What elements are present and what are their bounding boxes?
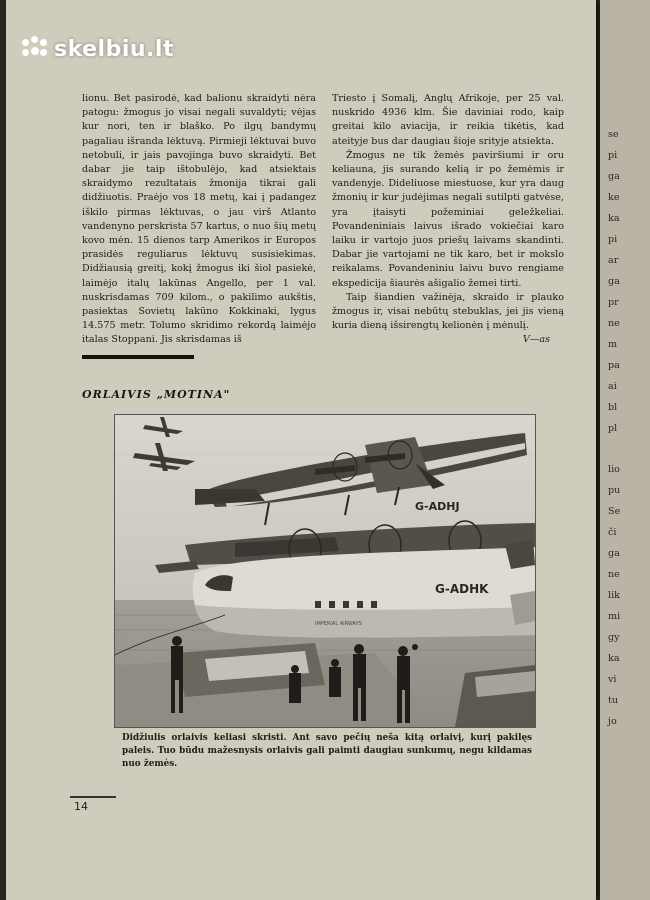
hull-lettering: IMPERIAL AIRWAYS bbox=[315, 621, 362, 627]
airplane-illustration bbox=[114, 414, 536, 728]
next-page-fragment: či bbox=[608, 527, 617, 538]
page-number: 14 bbox=[74, 800, 88, 813]
left-paragraph: lionu. Bet pasirodė, kad balionu skraidyti nėra patogu: žmogus jo visai negali suvaldyti; vėjas kur nori, ten ir blaško. Po ilgų bandymų pagaliau išranda lėktuvą. Pirmieji lėktuvai buvo netobuli, ir jais pavojinga buvo skraidyti. Bet dabar jie taip ištobulėjo, kad atsiektais skraidymo rezultatais žmonija tikrai gali didžiuotis. Praėjo vos 18 metų, kai į padangez iškilo pirmas lėktuvas, o jau virš Atlanto vandenyno perskrista 57 kartus, o nuo šių metų kovo mėn. 15 dienos tarp Amerikos ir Europos prasidės reguliarus lėktuvų susisiekimas. Didžiausią greitį, kokį žmogus iki šiol pasiekė, laimėjo italų lakūnas Angello, per 1 val. nuskrisdamas 709 kilom., o pakilimo aukštis, pasiektas Sovietų lakūno Kokkinaki, lygus 14.575 metr. Tolumo skridimo rekordą laimėjo italas Stoppani. Jis skrisdamas iš bbox=[82, 93, 316, 346]
next-page-fragment: mi bbox=[608, 611, 621, 622]
next-page-fragment: ai bbox=[608, 381, 617, 392]
right-column bbox=[332, 92, 564, 348]
registration-top: G-ADHJ bbox=[415, 500, 460, 513]
next-page-fragment: ke bbox=[608, 192, 620, 203]
next-page-fragment: pi bbox=[608, 150, 618, 161]
next-page-fragment: vi bbox=[608, 674, 617, 685]
page bbox=[6, 0, 596, 900]
next-page-fragment: ka bbox=[608, 213, 620, 224]
next-page-fragment: pl bbox=[608, 423, 618, 434]
next-page-fragment: ga bbox=[608, 548, 620, 559]
next-page-fragment: ne bbox=[608, 569, 620, 580]
next-page-fragment: ga bbox=[608, 276, 620, 287]
next-page-fragment: pu bbox=[608, 485, 621, 496]
next-page-fragment: gy bbox=[608, 632, 620, 643]
next-page-fragment: lik bbox=[608, 590, 620, 601]
next-page-fragment: pi bbox=[608, 234, 618, 245]
author-signature: V—as bbox=[522, 334, 550, 346]
watermark-logo bbox=[22, 36, 174, 62]
next-page-fragment: tu bbox=[608, 695, 619, 706]
next-page-fragment: pr bbox=[608, 297, 619, 308]
next-page-fragment: ar bbox=[608, 255, 619, 266]
next-page-edge bbox=[600, 0, 650, 900]
illustration-caption bbox=[122, 732, 532, 771]
next-page-fragment: se bbox=[608, 129, 619, 140]
section-divider bbox=[82, 355, 194, 359]
caption-text: Didžiulis orlaivis keliasi skristi. Ant savo pečių neša kitą orlaivį, kurį pakilęs paleis. Tuo būdu mažesnysis orlaivis gali paimti daugiau sunkumų, negu kildamas nuo žemės. bbox=[122, 733, 532, 769]
next-page-fragment: m bbox=[608, 339, 618, 350]
footer-rule bbox=[70, 796, 116, 798]
right-paragraph-3: Taip šiandien važinėja, skraido ir plauko žmogus ir, visai nebūtų stebuklas, jei jis vieną kuria dieną išsirengtų kelionėn į mėnulį. bbox=[332, 291, 564, 332]
right-paragraph-2: Žmogus ne tik žemės paviršiumi ir oru keliauna, jis surando kelią ir po žemėmis ir vandenyje. Dideliuose miestuose, kur yra daug žmonių ir kur judėjimas negali sutilpti gatvėse, yra įtaisyti požeminiai geležkeliai. Povandeniniais laivus išrado vokiečiai karo laiku ir vartojo juos priešų laivams skandinti. Dabar jie vartojami ne tik karo, bet ir mokslo reikalams. Povandeniniu laivu buvo rengiame ekspedicija šiaurės ašigalio žemei tirti. bbox=[332, 149, 564, 289]
section-title: ORLAIVIS „MOTINA" bbox=[82, 388, 231, 401]
dots-icon bbox=[22, 36, 48, 62]
watermark-brand: skelbiu.lt bbox=[54, 36, 174, 62]
registration-bottom: G-ADHK bbox=[435, 582, 489, 596]
left-column bbox=[82, 92, 316, 348]
next-page-fragment: pa bbox=[608, 360, 620, 371]
next-page-fragment: ne bbox=[608, 318, 620, 329]
next-page-fragment: lio bbox=[608, 464, 620, 475]
next-page-fragment: ka bbox=[608, 653, 620, 664]
next-page-fragment: Se bbox=[608, 506, 621, 517]
next-page-fragment: jo bbox=[608, 716, 617, 727]
next-page-fragment: ga bbox=[608, 171, 620, 182]
next-page-fragment: bl bbox=[608, 402, 618, 413]
right-paragraph-1: Triesto į Somalį, Anglų Afrikoje, per 25 val. nuskrido 4936 klm. Šie daviniai rodo, kaip greitai kilo aviacija, ir reikia tikėtis, kad ateityje bus dar daugiau šioje srityje atsiekta. bbox=[332, 93, 564, 147]
